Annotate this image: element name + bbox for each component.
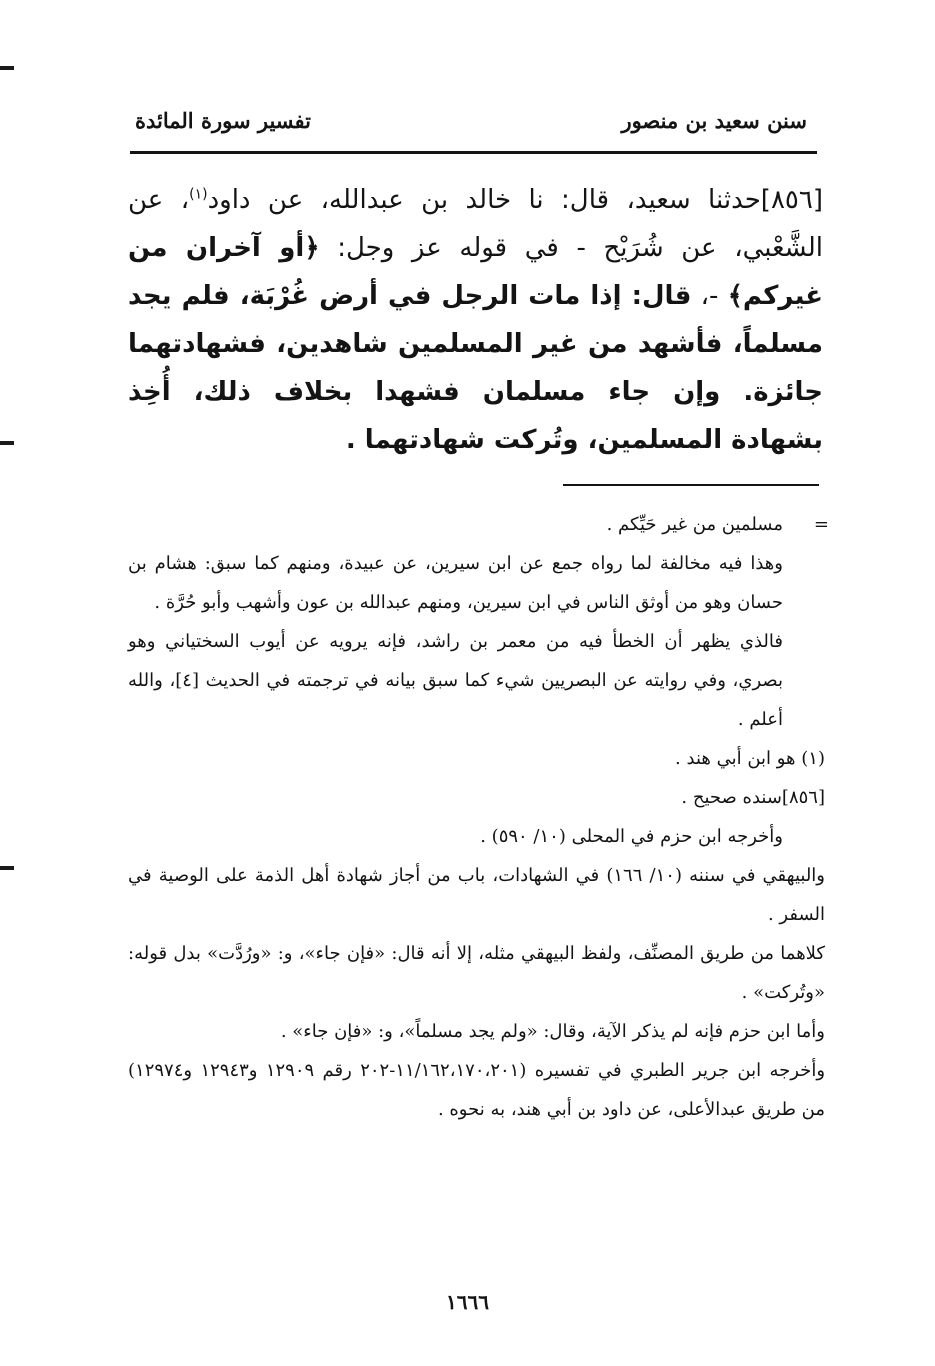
- page-number: ١٦٦٦: [446, 1290, 489, 1314]
- note-paragraph: كلاهما من طريق المصنِّف، ولفظ البيهقي مثله، إلا أنه قال: «فإن جاء»، و: «ورُدَّت» بدل قوله: «وتُركت» .: [128, 943, 825, 1003]
- footnote-1: (١) هو ابن أبي هند .: [675, 748, 825, 769]
- note-paragraph: فالذي يظهر أن الخطأ فيه من معمر بن راشد، فإنه يرويه عن أيوب السختياني وهو بصري، وفي روايته عن البصريين شيء كما سبق بيانه في ترجمته في الحديث [٤]، والله أعلم .: [128, 631, 784, 730]
- hadith-number: [٨٥٦]: [760, 185, 824, 215]
- footnote-divider: [563, 484, 819, 486]
- footnote-reference: (١): [189, 186, 208, 203]
- quran-quote: ﴿أو آخران من غيركم﴾: [128, 233, 823, 311]
- continued-note-line: مسلمين من غير حَيِّكم .: [606, 514, 783, 535]
- note-paragraph: وهذا فيه مخالفة لما رواه جمع عن ابن سيرين، عن عبيدة، ومنهم كما سبق: هشام بن حسان وهو من أوثق الناس في ابن سيرين، ومنهم عبدالله بن عون وأشهب وأبو حُرَّة .: [128, 553, 783, 613]
- hadith-chain: حدثنا سعيد، قال: نا خالد بن عبدالله، عن داود: [207, 185, 761, 215]
- hadith-chain-continued: ، عن الشَّعْبي، عن شُرَيْح - في قوله عز وجل:: [128, 185, 823, 263]
- hadith-text: [128, 176, 823, 464]
- scan-edge-mark: [0, 66, 14, 70]
- note-paragraph: والبيهقي في سننه (١٠/ ١٦٦) في الشهادات، باب من أجاز شهادة أهل الذمة على الوصية في السفر .: [128, 865, 825, 925]
- continued-note: [128, 505, 829, 544]
- running-header-book-title: سنن سعيد بن منصور: [621, 108, 807, 133]
- header-divider: [130, 151, 817, 154]
- running-header-section-title: تفسير سورة المائدة: [135, 108, 311, 133]
- note-paragraph: وأخرجه ابن حزم في المحلى (١٠/ ٥٩٠) .: [480, 826, 783, 847]
- scan-edge-mark: [0, 866, 14, 870]
- scan-edge-mark: [0, 441, 14, 445]
- footnotes-section: [128, 505, 829, 1129]
- hadith-separator: -،: [691, 281, 728, 311]
- footnote-856-heading: [٨٥٦]سنده صحيح .: [681, 787, 825, 808]
- hadith-matn: قال: إذا مات الرجل في أرض غُرْبَة، فلم يجد مسلماً، فأشهد من غير المسلمين شاهدين، فشهادتهما جائزة. وإن جاء مسلمان فشهدا بخلاف ذلك، أُخِذ بشهادة المسلمين، وتُركت شهادتهما .: [128, 281, 823, 455]
- continuation-mark: =: [813, 514, 829, 535]
- note-paragraph: وأخرجه ابن جرير الطبري في تفسيره (١١/١٦٢،١٧٠،٢٠١-٢٠٢ رقم ١٢٩٠٩ و١٢٩٤٣ و١٢٩٧٤) من طريق عبدالأعلى، عن داود بن أبي هند، به نحوه .: [128, 1060, 826, 1120]
- note-paragraph: وأما ابن حزم فإنه لم يذكر الآية، وقال: «ولم يجد مسلماً»، و: «فإن جاء» .: [280, 1021, 825, 1042]
